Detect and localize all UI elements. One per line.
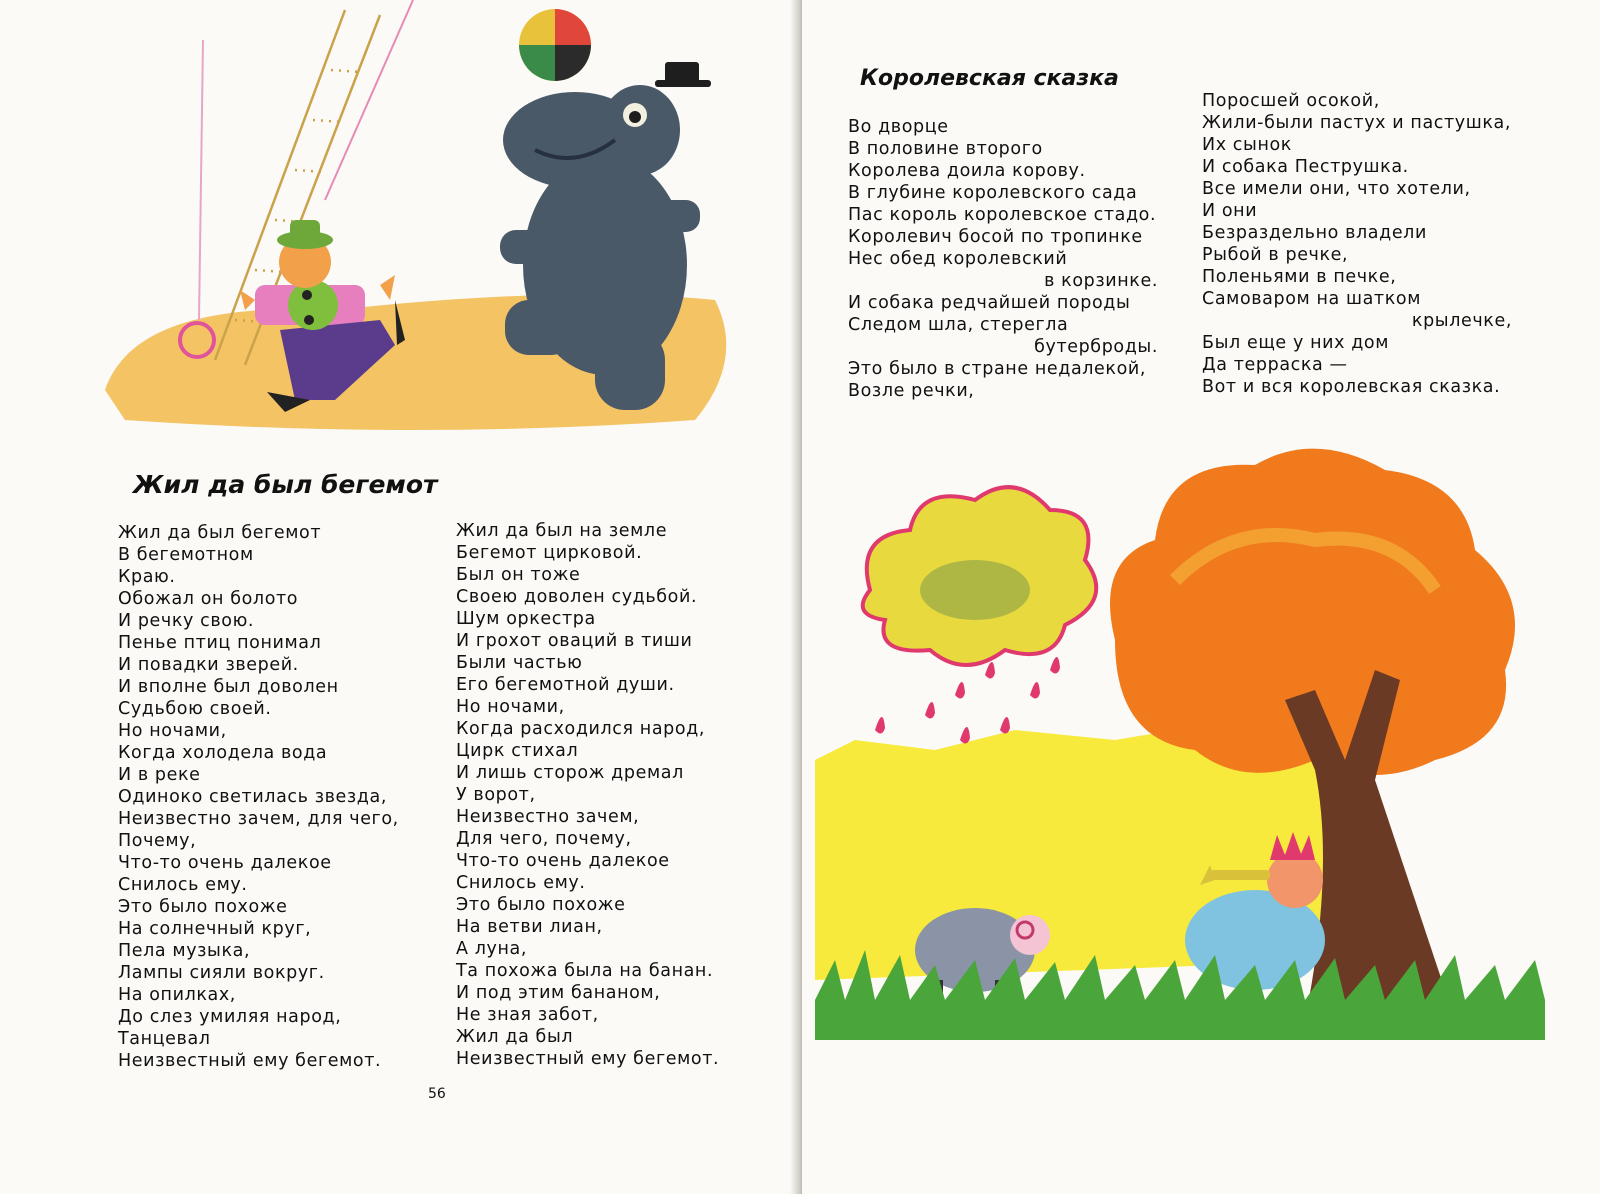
circus-illustration bbox=[95, 0, 775, 440]
poem-line: Его бегемотной души. bbox=[456, 675, 675, 695]
poem-line: Королевич босой по тропинке bbox=[848, 227, 1143, 247]
poem-line: И лишь сторож дремал bbox=[456, 763, 684, 783]
poem-line: Пенье птиц понимал bbox=[118, 633, 322, 653]
poem-line: Жил да был на земле bbox=[456, 521, 668, 541]
poem-line: в корзинке. bbox=[1044, 271, 1158, 291]
raindrops bbox=[875, 657, 1060, 744]
poem-line: Королева доила корову. bbox=[848, 161, 1086, 181]
poem-line: Да терраска — bbox=[1202, 355, 1348, 375]
poem-line: И собака редчайшей породы bbox=[848, 293, 1131, 313]
poem-line: Следом шла, стерегла bbox=[848, 315, 1069, 335]
poem-line: В глубине королевского сада bbox=[848, 183, 1138, 203]
poem-line: Это было похоже bbox=[456, 895, 626, 915]
poem-line: Судьбою своей. bbox=[118, 699, 272, 719]
poem-column-royal-1 bbox=[848, 116, 1158, 402]
poem-line: Когда холодела вода bbox=[118, 743, 328, 763]
poem-line: Что-то очень далекое bbox=[118, 853, 332, 873]
poem-line: Вот и вся королевская сказка. bbox=[1202, 377, 1501, 397]
poem-line: Во дворце bbox=[848, 117, 949, 137]
poem-line: Для чего, почему, bbox=[456, 829, 632, 849]
poem-line: Лампы сияли вокруг. bbox=[118, 963, 325, 983]
poem-line: И грохот оваций в тиши bbox=[456, 631, 693, 651]
beach-ball bbox=[519, 9, 591, 81]
poem-line: Пела музыка, bbox=[118, 941, 251, 961]
poem-line: Поленьями в печке, bbox=[1202, 267, 1397, 287]
poem-column-2 bbox=[456, 520, 719, 1070]
poem-line: И в реке bbox=[118, 765, 201, 785]
poem-line: И речку свою. bbox=[118, 611, 255, 631]
poem-line: Был он тоже bbox=[456, 565, 581, 585]
poem-line: На солнечный круг, bbox=[118, 919, 312, 939]
poem-line: Это было похоже bbox=[118, 897, 288, 917]
poem-line: Почему, bbox=[118, 831, 197, 851]
page-number: 56 bbox=[428, 1086, 446, 1102]
poem-line: Что-то очень далекое bbox=[456, 851, 670, 871]
poem-line: бутерброды. bbox=[1034, 337, 1158, 357]
poem-line: И собака Пеструшка. bbox=[1202, 157, 1409, 177]
poem-line: Возле речки, bbox=[848, 381, 975, 401]
poem-line: Жил да был бегемот bbox=[118, 523, 322, 543]
poem-line: В бегемотном bbox=[118, 545, 254, 565]
poem-line: На опилках, bbox=[118, 985, 236, 1005]
poem-line: Не зная забот, bbox=[456, 1005, 599, 1025]
poem-line: Их сынок bbox=[1202, 135, 1292, 155]
poem-line: Снилось ему. bbox=[456, 873, 586, 893]
poem-column-1 bbox=[118, 522, 399, 1072]
poem-line: Бегемот цирковой. bbox=[456, 543, 643, 563]
poem-line: Та похожа была на банан. bbox=[456, 961, 714, 981]
poem-line: Обожал он болото bbox=[118, 589, 299, 609]
poem-line: Танцевал bbox=[118, 1029, 211, 1049]
poem-column-royal-2 bbox=[1202, 90, 1512, 398]
poem-line: Своею доволен судьбой. bbox=[456, 587, 698, 607]
poem-line: Когда расходился народ, bbox=[456, 719, 706, 739]
poem-line: На ветви лиан, bbox=[456, 917, 603, 937]
poem-line: Снилось ему. bbox=[118, 875, 248, 895]
poem-line: Пас король королевское стадо. bbox=[848, 205, 1157, 225]
poem-line: И под этим бананом, bbox=[456, 983, 661, 1003]
poem-line: А луна, bbox=[456, 939, 528, 959]
poem-line: Неизвестный ему бегемот. bbox=[456, 1049, 720, 1069]
poem-line: Поросшей осокой, bbox=[1202, 91, 1380, 111]
poem-line: Был еще у них дом bbox=[1202, 333, 1390, 353]
poem-line: И повадки зверей. bbox=[118, 655, 299, 675]
poem-line: Неизвестно зачем, для чего, bbox=[118, 809, 399, 829]
poem-line: Цирк стихал bbox=[456, 741, 579, 761]
poem-line: Но ночами, bbox=[456, 697, 565, 717]
poem-line: Но ночами, bbox=[118, 721, 227, 741]
poem-line: Были частью bbox=[456, 653, 583, 673]
poem-line: В половине второго bbox=[848, 139, 1043, 159]
garden-illustration bbox=[815, 440, 1545, 1060]
poem-line: И они bbox=[1202, 201, 1258, 221]
poem-line: До слез умиляя народ, bbox=[118, 1007, 342, 1027]
poem-line: Неизвестно зачем, bbox=[456, 807, 640, 827]
poem-line: И вполне был доволен bbox=[118, 677, 339, 697]
poem-line: Все имели они, что хотели, bbox=[1202, 179, 1471, 199]
poem-line: Нес обед королевский bbox=[848, 249, 1068, 269]
poem-line: Это было в стране недалекой, bbox=[848, 359, 1147, 379]
poem-title: Жил да был бегемот bbox=[133, 470, 438, 499]
poem-line: Безраздельно владели bbox=[1202, 223, 1427, 243]
poem-line: Самоваром на шатком bbox=[1202, 289, 1422, 309]
poem-line: Жил да был bbox=[456, 1027, 574, 1047]
poem-line: Шум оркестра bbox=[456, 609, 596, 629]
poem-line: Рыбой в речке, bbox=[1202, 245, 1349, 265]
poem-line: Краю. bbox=[118, 567, 176, 587]
poem-title-royal: Королевская сказка bbox=[860, 66, 1119, 91]
poem-line: Неизвестный ему бегемот. bbox=[118, 1051, 382, 1071]
poem-line: крылечке, bbox=[1411, 311, 1512, 331]
poem-line: Одиноко светилась звезда, bbox=[118, 787, 387, 807]
poem-line: Жили-были пастух и пастушка, bbox=[1202, 113, 1512, 133]
rain-cloud bbox=[863, 487, 1097, 665]
poem-line: У ворот, bbox=[456, 785, 536, 805]
